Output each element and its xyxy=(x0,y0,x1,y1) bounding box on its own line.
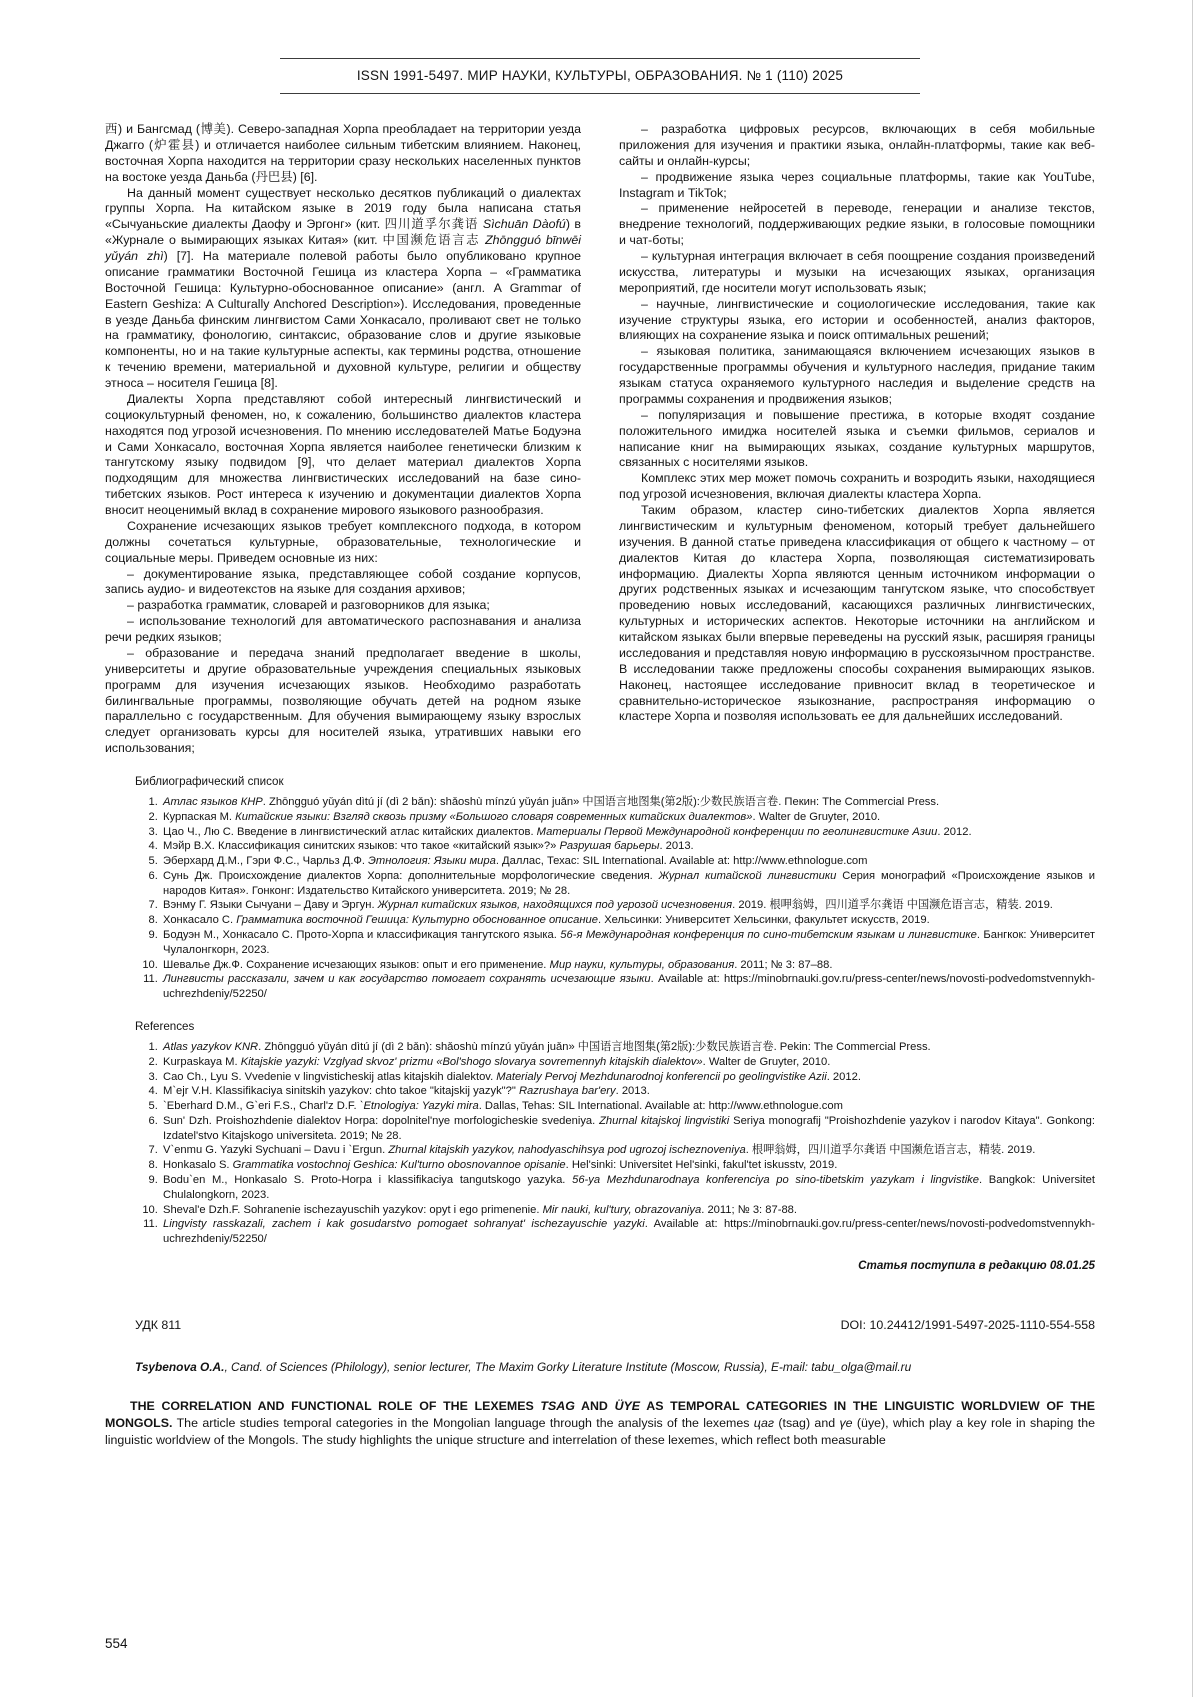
references-title: References xyxy=(135,1019,195,1033)
reference-item: 7. V`enmu G. Yazyki Sychuani – Davu i `Ergun. Zhurnal kitajskih yazykov, nahodyaschihsya pod ugrozoj ischeznoveniya. 根呷翁姆，四川道孚尔龚语 中国濒危语言志，精装. 2019. xyxy=(161,1143,1095,1158)
journal-issn-line: ISSN 1991-5497. МИР НАУКИ, КУЛЬТУРЫ, ОБРАЗОВАНИЯ. № 1 (110) 2025 xyxy=(356,68,844,83)
bibliography-item: 5. Эберхард Д.М., Гэри Ф.С., Чарльз Д.Ф. Этнология: Языки мира. Даллас, Техас: SIL International. Available at: http://www.ethnologue.com xyxy=(161,854,1095,869)
bibliography-item: 6. Сунь Дж. Происхождение диалектов Хорпа: дополнительные морфологические сведения. Журнал китайской лингвистики Серия монографий «Происхождение языков и народов Китая». Гонконг: Издательство Китайского университета. 2019; № 28. xyxy=(161,869,1095,899)
paragraph: – образование и передача знаний предполагает введение в школы, университеты и другие образовательные учреждения специальных языковых программ для изучения исчезающих языков. Необходимо разработать билингвальные программы, позволяющие обучать детей на родном языке параллельно с государственным. Для обучения вымирающему языку взрослых следует организовать курсы для носителей языка, утративших навыки его использования; xyxy=(105,645,581,756)
bibliography-item: 3. Цао Ч., Лю С. Введение в лингвистический атлас китайских диалектов. Материалы Первой Международной конференции по геолингвистике Азии. 2012. xyxy=(161,825,1095,840)
bibliography-item: 1. Атлас языков КНР. Zhōngguó yǔyán dìtú jí (dì 2 bǎn): shǎoshù mínzú yǔyán juǎn» 中国语言地图集(第2版):少数民族语言卷. Пекин: The Commercial Press. xyxy=(161,795,1095,810)
paragraph: – языковая политика, занимающаяся включением исчезающих языков в государственные программы обучения и культурного наследия, придание таким языкам статуса охраняемого культурного наследия и выделение средств на программы сохранения и продвижения языков; xyxy=(619,344,1095,406)
doi-label: DOI: 10.24412/1991-5497-2025-1110-554-558 xyxy=(840,1317,1095,1332)
reference-item: 3. Cao Ch., Lyu S. Vvedenie v lingvisticheskij atlas kitajskih dialektov. Materialy Pervoj Mezhdunarodnoj konferencii po geolingvistike Azii. 2012. xyxy=(161,1070,1095,1085)
bibliography-item: 2. Курпаская М. Китайские языки: Взгляд сквозь призму «Большого словаря современных китайских диалектов». Walter de Gruyter, 2010. xyxy=(161,810,1095,825)
references-list xyxy=(105,1040,1095,1247)
article-left-column xyxy=(105,122,581,757)
reference-item: 10. Sheval'e Dzh.F. Sohranenie ischezayuschih yazykov: opyt i ego primenenie. Mir nauki, kul'tury, obrazovaniya. 2011; № 3: 87-88. xyxy=(161,1203,1095,1218)
paragraph: Сохранение исчезающих языков требует комплексного подхода, в котором должны сочетаться культурные, образовательные, технологические и социальные меры. Приведем основные из них: xyxy=(105,518,581,565)
journal-header xyxy=(280,58,920,94)
page-number: 554 xyxy=(105,1636,128,1651)
bibliography-title: Библиографический список xyxy=(135,775,284,788)
meta-row xyxy=(105,1318,1095,1332)
paragraph: Комплекс этих мер может помочь сохранить и возродить языки, находящиеся под угрозой исчезновения, включая диалекты кластера Хорпа. xyxy=(619,471,1095,502)
bibliography-item: 7. Вэнму Г. Языки Сычуани – Даву и Эргун. Журнал китайских языков, находящихся под угрозой исчезновения. 2019. 根呷翁姆，四川道孚尔龚语 中国濒危语言志，精装. 2019. xyxy=(161,898,1095,913)
reference-item: 8. Honkasalo S. Grammatika vostochnoj Geshica: Kul'turno obosnovannoe opisanie. Hel'sinki: Universitet Hel'sinki, fakul'tet iskusstv, 2019. xyxy=(161,1158,1095,1173)
bibliography-item: 11. Лингвисты рассказали, зачем и как государство помогает сохранять исчезающие языки. Available at: https://minobrnauki.gov.ru/press-center/news/novosti-podvedomstvennykh-uchrezhdeniy/52250/ xyxy=(161,972,1095,1002)
article-body xyxy=(105,122,1095,757)
abstract: THE CORRELATION AND FUNCTIONAL ROLE OF THE LEXEMES TSAG AND ÜYE AS TEMPORAL CATEGORIES IN THE LINGUISTIC WORLDVIEW OF THE MONGOLS. The article studies temporal categories in the Mongolian language through the analysis of the lexemes цаг (tsag) and үе (üye), which play a key role in shaping the linguistic worldview of the Mongols. The study highlights the unique structure and interrelation of these lexemes, which reflect both measurable xyxy=(105,1398,1095,1447)
bibliography-item: 9. Бодуэн М., Хонкасало С. Прото-Хорпа и классификация тангутского языка. 56-я Международная конференция по сино-тибетским языкам и лингвистике. Бангкок: Университет Чулалонгкорн, 2023. xyxy=(161,928,1095,958)
bibliography-item: 10. Шевалье Дж.Ф. Сохранение исчезающих языков: опыт и его применение. Мир науки, культуры, образования. 2011; № 3: 87–88. xyxy=(161,958,1095,973)
reference-item: 9. Bodu`en M., Honkasalo S. Proto-Horpa i klassifikaciya tangutskogo yazyka. 56-ya Mezhdunarodnaya konferenciya po sino-tibetskim yazykam i lingvistike. Bangkok: Universitet Chulalongkorn, 2023. xyxy=(161,1173,1095,1203)
paragraph: Таким образом, кластер сино-тибетских диалектов Хорпа является лингвистическим и культурным феноменом, который требует дальнейшего изучения. В данной статье приведена классификация от общего к частному – от диалектов Китая до кластера Хорпа, позволяющая систематизировать информацию. Диалекты Хорпа являются ценным источником информации о других родственных языках и исчезающим тангутском языке, что способствует проведению новых исследований, касающихся различных лингвистических, культурных и исторических аспектов. Некоторые источники на английском и китайском языках были впервые переведены на русский язык, расширяя границы исследования и представляя новую информацию в русскоязычном пространстве. В исследовании также предложены способы сохранения вымирающих языков. Наконец, настоящее исследование привносит вклад в теоретическое и сравнительно-историческое языкознание, распространяя информацию о кластере Хорпа и позволяя использовать ее для дальнейших исследований. xyxy=(619,503,1095,724)
received-note: Статья поступила в редакцию 08.01.25 xyxy=(858,1258,1095,1272)
paragraph: – применение нейросетей в переводе, генерации и анализе текстов, внедрение технологий, поддерживающих редкие языки, в голосовые помощники и чат-боты; xyxy=(619,201,1095,248)
paragraph: – использование технологий для автоматического распознавания и анализа речи редких языков; xyxy=(105,614,581,644)
author-line: Tsybenova O.A., Cand. of Sciences (Philology), senior lecturer, The Maxim Gorky Literature Institute (Moscow, Russia), E-mail: tabu_olga@mail.ru xyxy=(135,1359,912,1374)
bibliography-item: 4. Мэйр В.Х. Классификация синитских языков: что такое «китайский язык»?» Разрушая барьеры. 2013. xyxy=(161,839,1095,854)
bibliography-list xyxy=(105,795,1095,1002)
udk-label: УДК 811 xyxy=(135,1317,182,1332)
reference-item: 5. `Eberhard D.M., G`eri F.S., Charl'z D.F. `Etnologiya: Yazyki mira. Dallas, Tehas: SIL International. Available at: http://www.ethnologue.com xyxy=(161,1099,1095,1114)
paragraph: – разработка грамматик, словарей и разговорников для языка; xyxy=(127,598,490,613)
paragraph: – культурная интеграция включает в себя поощрение создания произведений искусства, литературы и музыки на исчезающих языках, организация мероприятий, где носители могут использовать язык; xyxy=(619,249,1095,295)
bibliography-item: 8. Хонкасало С. Грамматика восточной Гешица: Культурно обоснованное описание. Хельсинки: Университет Хельсинки, факультет искусств, 2019. xyxy=(161,913,1095,928)
reference-item: 2. Kurpaskaya M. Kitajskie yazyki: Vzglyad skvoz' prizmu «Bol'shogo slovarya sovremennyh kitajskih dialektov». Walter de Gruyter, 2010. xyxy=(161,1055,1095,1070)
paragraph: 西) и Бангсмад (博美). Северо-западная Хорпа преобладает на территории уезда Джагго (炉霍县) и отличается наиболее сильным тибетским влиянием. Наконец, восточная Хорпа находится на территории сразу нескольких населенных пунктов на востоке уезда Даньба (丹巴县) [6]. xyxy=(105,122,581,184)
paragraph: – документирование языка, представляющее собой создание корпусов, запись аудио- и видеотекстов на языке для создания архивов; xyxy=(105,566,581,597)
paragraph: – популяризация и повышение престижа, в которые входят создание положительного имиджа носителей языка и съемки фильмов, сериалов и написание книг на вымирающих языках, создание культурных маршрутов, связанных с носителями языков. xyxy=(619,407,1095,470)
reference-item: 4. M`ejr V.H. Klassifikaciya sinitskih yazykov: chto takoe "kitajskij yazyk"?" Razrushaya bar'ery. 2013. xyxy=(161,1084,1095,1099)
paragraph: На данный момент существует несколько десятков публикаций о диалектах группы Хорпа. На китайском языке в 2019 году была написана статья «Сычуаньские диалекты Даофу и Эргонг» (кит. 四川道孚尔龚语 Sìchuān Dàofú) в «Журнале о вымирающих языках Китая» (кит. 中国濒危语言志 Zhōngguó bīnwēi yǔyán zhì) [7]. На материале полевой работы было опубликовано крупное описание грамматики Восточной Гешица из кластера Хорпа – «Грамматика Восточной Гешица: Культурно-обоснованное описание» (англ. A Grammar of Eastern Geshiza: A Culturally Anchored Description»). Исследования, проведенные в уезде Даньба финским лингвистом Сами Хонкасало, проливают свет не только на грамматику, фонологию, синтаксис, образование слов и другие языковые компоненты, но и на такие культурные аспекты, как термины родства, отношение к течению времени, материальной и духовной культуре, религии и обществу этноса – носителя Гешица [8]. xyxy=(105,185,581,390)
reference-item: 6. Sun' Dzh. Proishozhdenie dialektov Horpa: dopolnitel'nye morfologicheskie svedeniya. Zhurnal kitajskoj lingvistiki Seriya monografij "Proishozhdenie yazykov i narodov Kitaya". Gonkong: Izdatel'stvo Kitajskogo universiteta. 2019; № 28. xyxy=(161,1114,1095,1144)
scan-edge-line xyxy=(1192,0,1193,1697)
reference-item: 1. Atlas yazykov KNR. Zhōngguó yǔyán dìtú jí (dì 2 bǎn): shǎoshù mínzú yǔyán juǎn» 中国语言地图集(第2版):少数民族语言卷. Pekin: The Commercial Press. xyxy=(161,1040,1095,1055)
paragraph: – научные, лингвистические и социологические исследования, такие как изучение структуры языка, его истории и особенностей, анализ факторов, влияющих на сохранение языка и поиск оптимальных решений; xyxy=(619,296,1095,343)
article-right-column xyxy=(619,122,1095,757)
reference-item: 11. Lingvisty rasskazali, zachem i kak gosudarstvo pomogaet sohranyat' ischezayuschie yazyki. Available at: https://minobrnauki.gov.ru/press-center/news/novosti-podvedomstvennykh-uchrezhdeniy/52250/ xyxy=(161,1217,1095,1247)
paragraph: – разработка цифровых ресурсов, включающих в себя мобильные приложения для изучения и практики языка, онлайн-платформы, такие как веб-сайты и онлайн-курсы; xyxy=(619,122,1095,168)
paragraph: Диалекты Хорпа представляют собой интересный лингвистический и социокультурный феномен, но, к сожалению, большинство диалектов кластера находятся под угрозой исчезновения. По мнению исследователей Матье Бодуэна и Сами Хонкасало, восточная Хорпа является наиболее генетически близким к тангутскому языку подвидом [9], что делает материал диалектов Хорпа подходящим для множества лингвистических исследований на базе сино-тибетских языков. Рост интереса к изучению и документации диалектов Хорпа вносит неоценимый вклад в сохранение мирового языкового разнообразия. xyxy=(105,391,581,517)
paragraph: – продвижение языка через социальные платформы, такие как YouTube, Instagram и TikTok; xyxy=(619,169,1095,200)
